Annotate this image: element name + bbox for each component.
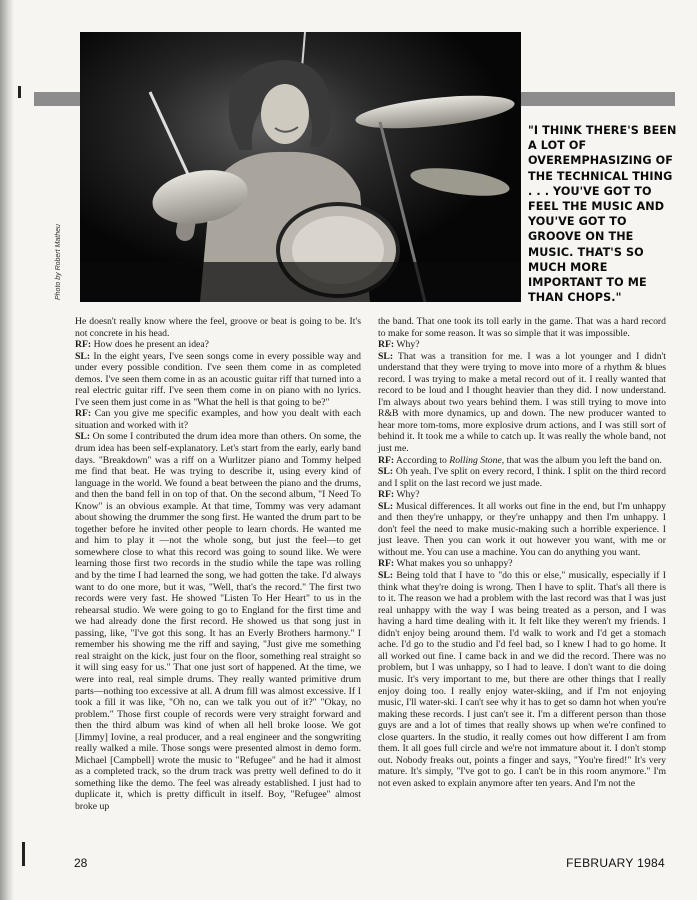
- paragraph: [378, 501, 666, 559]
- paragraph-text: How does he present an idea?: [91, 339, 209, 351]
- paragraph-text: that was the album you left the band on.: [504, 454, 662, 466]
- stage-floor-shadow: [80, 262, 521, 302]
- photo-credit: Photo by Robert Matheu: [55, 224, 62, 300]
- paragraph-text: Why?: [394, 489, 420, 501]
- paragraph: [75, 431, 361, 812]
- paragraph: [378, 489, 666, 501]
- drummer-photo-illustration: [80, 32, 521, 302]
- speaker-label: SL:: [378, 570, 394, 582]
- speaker-label: SL:: [75, 431, 91, 443]
- drummer-photo: [80, 32, 521, 302]
- paragraph-text: That was a transition for me. I was a lot younger and I didn't understand that they were trying to move into more of a rhythm & blues record. I was trying to make a metal record out of it. I really wanted that record to be loud and I thought heavier than they did. I now understand. I'm always about two years behind them. I was still trying to move into R&B with more dynamics, up and down. The new producer wanted to hear more tom-toms, more explosive drum actions, and I was still sort of behind it. It took me a while to catch up. It was really the whole band, not just me.: [378, 350, 666, 455]
- speaker-label: SL:: [378, 500, 394, 512]
- paragraph: [378, 339, 666, 351]
- page-number: 28: [74, 856, 88, 870]
- binding-mark: [22, 842, 25, 866]
- paragraph-text: Oh yeah. I've split on every record, I think. I split on the third record and I split on the last record we just made.: [378, 466, 666, 489]
- speaker-label: SL:: [378, 350, 394, 362]
- paragraph-text: Being told that I have to "do this or else," musically, especially if I think what they're doing is wrong. Then I have to split. That's all there is to it. The reason we had a problem with the last record was that I was just real unhappy with the way I was being treated as a person, and I was having a hard time dealing with it. It felt like they weren't my friends. I didn't enjoy being around them. I'd walk to work and I'd get a stomach ache. I'd go to the studio and I'd feel bad, so I knew I had to go home. It all worked out fine. I came back in and we did the record. There was no problem, but I was unhappy, so I had to leave. I don't want to die doing music. It's very important to me, but there are other things that I really enjoy doing too. I really enjoy water-skiing, and if I'm not enjoying music, I'll water-ski. I can't see why it has to get so damn hot when you're making these records. I just can't see it. I'm a different person than those guys are and a lot of times that really shows up when we're confined to close quarters. In the studio, it really comes out how different I am from them. It all goes full circle and we're not immature about it. I don't stomp out. Nobody freaks out, points a finger and says, "You're fired!" It's very mature. It's simply, "I've got to go. I can't be in this room anymore." I'm not even asked to explain anymore after ten years. And I'm not the: [378, 570, 666, 789]
- paragraph-text: Why?: [394, 339, 420, 351]
- article-column-right: [378, 316, 666, 789]
- paragraph: [75, 351, 361, 409]
- paragraph: [378, 351, 666, 455]
- paragraph-text: Musical differences. It all works out fine in the end, but I'm unhappy and then they're unhappy, or they're unhappy and then I'm unhappy. I don't feel the need to make music-making such a horrible experience. I just leave. Then you can work it out however you want, with me or without me. You can use a machine. You can do anything you want.: [378, 500, 666, 558]
- paragraph-text: On some I contributed the drum idea more than others. On some, the drum idea has been self-explanatory. Let's start from the early, early band days. "Breakdown" was a riff on a Wurlitzer piano and Tommy helped me find that beat. He was trying to describe it, using every kind of language in the world. We found a beat between the piano and the drums, and then the band fell in on top of that. On the second album, "I Need To Know" is an obvious example. At that time, Tommy was very adamant about showing the drummer the song first. He wanted the drum part to be together before he invited other people to learn chords. He wanted me and him to play it —not the whole song, but just the feel—to get somewhere close to what this record was going to sound like. We were learning those first two records in the studio while the tape was rolling and by the time I had learned the song, we had gotten the take. I'd always want to do one more, but it was, "Well, that's the record." The first two records were very fast. He showed "Listen To Her Heart" to us in the rehearsal studio. We were going to go to England for the first time and we had already done the first record. He showed us that song just in passing, like, "I've got this song. It has an Everly Brothers harmony." I remember his showing me the riff and saying, "Just give me something real straight on the kick, just four on the floor, something real straight so it will sing easy for us." That one just sort of happened. At the time, we were into real, real simple drums. They really wanted primitive drum parts—nothing too excessive at all. A drum fill was almost excessive. If I took a fill it was like, "Oh no, can we talk you out of it?" "Okay, no problem." Those first couple of records were very straight forward and then the third album was kind of when all hell broke loose. We got [Jimmy] Iovine, a real producer, and a real engineer and the songwriting really walked a mile. Those songs were presented almost in demo form. Michael [Campbell] wrote the music to "Refugee" and he had it almost as a completed track, so the drum track was pretty well defined to do it something like the demo. The feel was already established. I just had to duplicate it, which is pretty difficult in itself. Boy, "Refugee" almost broke up: [75, 431, 361, 812]
- paragraph: [378, 455, 666, 467]
- binding-mark: [18, 86, 21, 98]
- paragraph: [378, 558, 666, 570]
- paragraph-text: Can you give me specific examples, and how you dealt with each situation and worked with it?: [75, 408, 361, 431]
- speaker-label: RF:: [75, 339, 92, 351]
- paragraph: [378, 466, 666, 489]
- speaker-label: RF:: [378, 489, 395, 501]
- paragraph-text: According to: [394, 454, 450, 466]
- paragraph: [75, 316, 361, 339]
- speaker-label: SL:: [75, 350, 91, 362]
- issue-date: FEBRUARY 1984: [566, 856, 665, 870]
- speaker-label: RF:: [378, 339, 395, 351]
- paragraph-text: He doesn't really know where the feel, groove or beat is going to be. It's not concrete in his head.: [75, 316, 361, 339]
- pull-quote: "I THINK THERE'S BEEN A LOT OF OVEREMPHASIZING OF THE TECHNICAL THING . . . YOU'VE GOT TO FEEL THE MUSIC AND YOU'VE GOT TO GROOVE ON THE MUSIC. THAT'S SO MUCH MORE IMPORTANT TO ME THAN CHOPS.": [528, 124, 677, 305]
- speaker-label: RF:: [75, 408, 92, 420]
- paragraph: [75, 408, 361, 431]
- drummer-face: [261, 84, 309, 144]
- decorative-band-left: [34, 92, 80, 106]
- article-column-left: [75, 316, 361, 813]
- paragraph: [378, 570, 666, 789]
- speaker-label: RF:: [378, 454, 395, 466]
- paragraph: [378, 316, 666, 339]
- publication-title: Rolling Stone,: [449, 454, 505, 466]
- speaker-label: RF:: [378, 558, 395, 570]
- paragraph-text: What makes you so unhappy?: [394, 558, 513, 570]
- speaker-label: SL:: [378, 466, 394, 478]
- paragraph-text: the band. That one took its toll early in the game. That was a hard record to make for some reason. It was so simple that it was impossible.: [378, 316, 666, 339]
- decorative-band-right: [520, 92, 675, 106]
- paragraph-text: In the eight years, I've seen songs come in every possible way and under every possible condition. I've seen them come in as completed demos. I've seen them come in as an acoustic guitar riff that turned into a real electric guitar riff. I've seen them come in on piano with no lyrics. I've seen them just come in as "What the hell is that going to be?": [75, 350, 361, 408]
- paragraph: [75, 339, 361, 351]
- page-binding-edge: [0, 0, 14, 900]
